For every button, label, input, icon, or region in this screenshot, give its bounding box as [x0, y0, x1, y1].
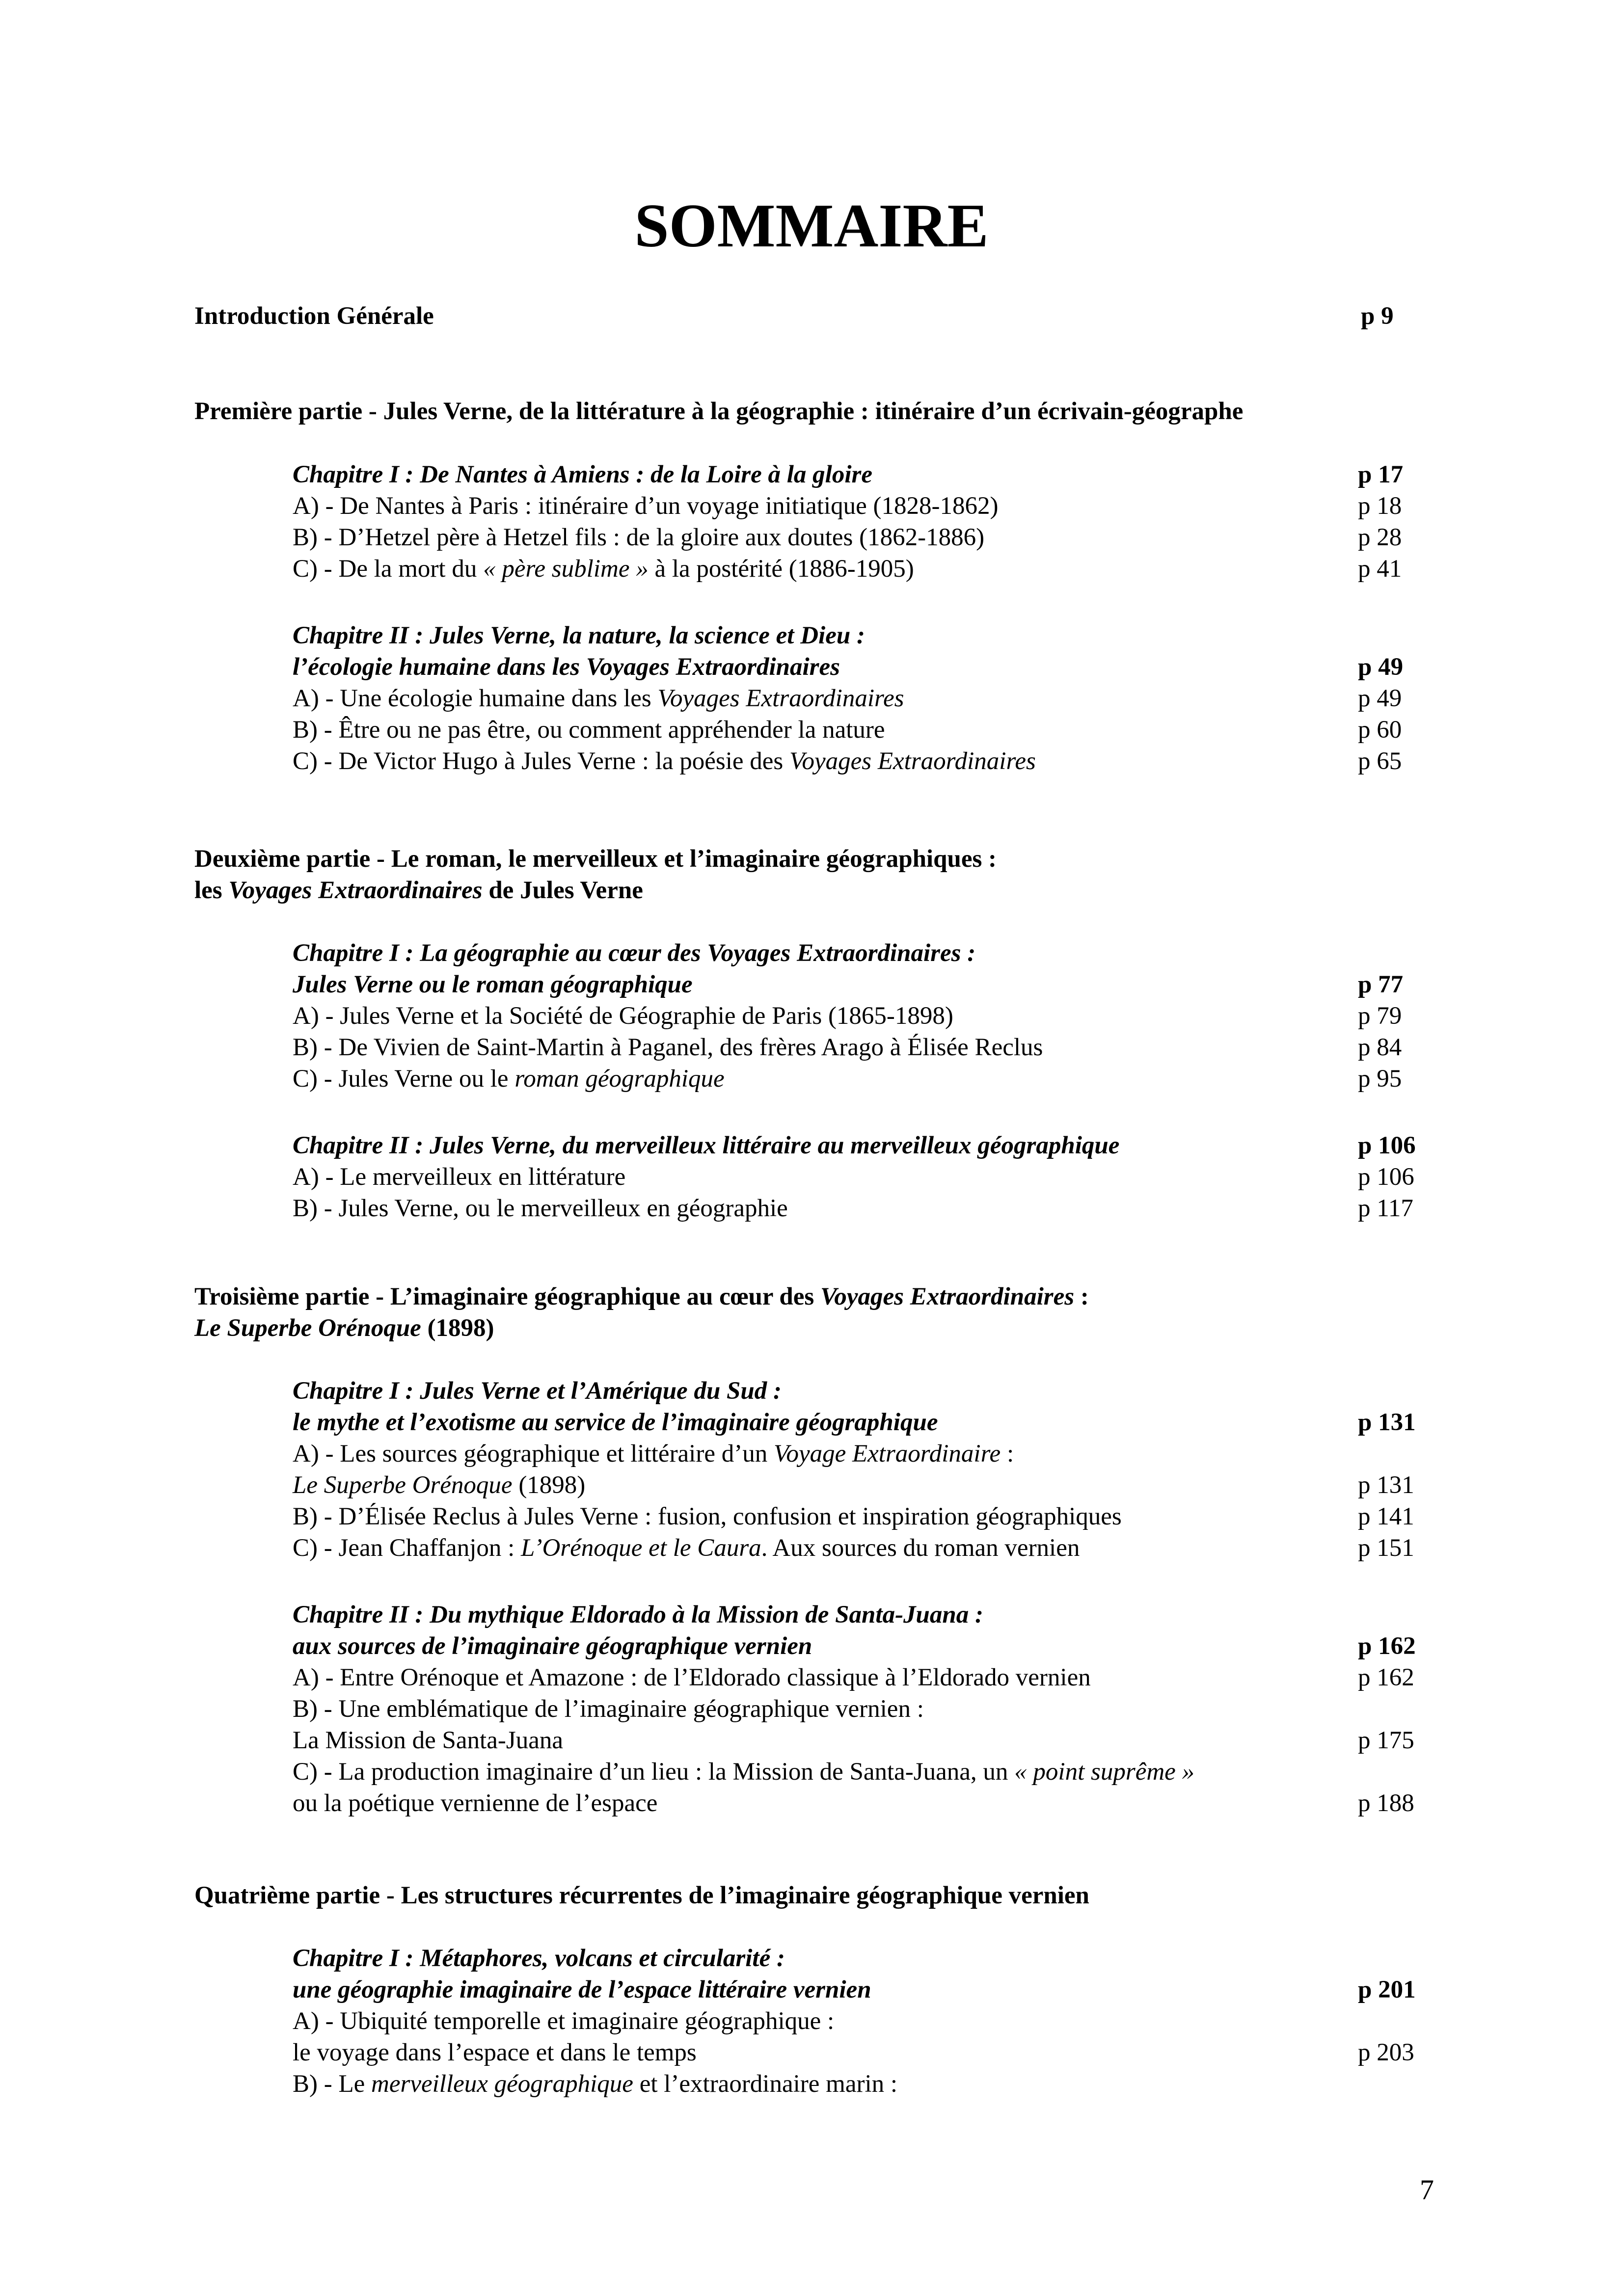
- p1-ch1-section-b-page: p 28: [1358, 524, 1402, 551]
- p3-ch2-section-b-page: p 175: [1358, 1727, 1414, 1754]
- part4-heading: Quatrième partie - Les structures récurrentes de l’imaginaire géographique vernien: [194, 1882, 1089, 1909]
- p2-ch1-section-a: A) - Jules Verne et la Société de Géographie de Paris (1865-1898): [293, 1002, 953, 1030]
- p3-ch1-page: p 131: [1358, 1409, 1416, 1436]
- p3-ch2-title-line1: Chapitre II : Du mythique Eldorado à la Mission de Santa-Juana :: [293, 1601, 984, 1629]
- p1-ch1-section-a: A) - De Nantes à Paris : itinéraire d’un voyage initiatique (1828-1862): [293, 492, 999, 520]
- p4-ch1-section-a-line1: A) - Ubiquité temporelle et imaginaire géographique :: [293, 2007, 835, 2035]
- p3-ch1-title-line1: Chapitre I : Jules Verne et l’Amérique du Sud :: [293, 1377, 782, 1405]
- p1-ch1-title: Chapitre I : De Nantes à Amiens : de la Loire à la gloire: [293, 461, 872, 488]
- p2-ch2-section-a-page: p 106: [1358, 1163, 1414, 1191]
- p1-ch1-page: p 17: [1358, 461, 1404, 488]
- part1-heading: Première partie - Jules Verne, de la littérature à la géographie : itinéraire d’un écrivain-géographe: [194, 398, 1244, 425]
- p3-ch2-section-b-line1: B) - Une emblématique de l’imaginaire géographique vernien :: [293, 1695, 924, 1723]
- p2-ch2-section-a: A) - Le merveilleux en littérature: [293, 1163, 626, 1191]
- p3-ch2-section-c-line1: C) - La production imaginaire d’un lieu : la Mission de Santa-Juana, un « point suprême »: [293, 1758, 1195, 1786]
- p3-ch2-title-line2: aux sources de l’imaginaire géographique vernien: [293, 1632, 812, 1660]
- p3-ch1-section-a-line2: Le Superbe Orénoque (1898): [293, 1471, 586, 1499]
- p2-ch1-section-c-page: p 95: [1358, 1065, 1402, 1093]
- p4-ch1-title-line2: une géographie imaginaire de l’espace littéraire vernien: [293, 1976, 871, 2003]
- p1-ch2-title-line2: l’écologie humaine dans les Voyages Extraordinaires: [293, 653, 840, 681]
- p1-ch2-section-b: B) - Être ou ne pas être, ou comment appréhender la nature: [293, 716, 885, 744]
- p3-ch2-page: p 162: [1358, 1632, 1416, 1660]
- p2-ch1-section-b-page: p 84: [1358, 1034, 1402, 1061]
- p1-ch2-section-c-page: p 65: [1358, 748, 1402, 775]
- intro-entry: Introduction Générale: [194, 302, 434, 330]
- p3-ch2-section-a-page: p 162: [1358, 1664, 1414, 1691]
- p2-ch1-title-line1: Chapitre I : La géographie au cœur des Voyages Extraordinaires :: [293, 939, 976, 967]
- p2-ch2-title: Chapitre II : Jules Verne, du merveilleux littéraire au merveilleux géographique: [293, 1132, 1120, 1159]
- p4-ch1-page: p 201: [1358, 1976, 1416, 2003]
- p1-ch1-section-a-page: p 18: [1358, 492, 1402, 520]
- page-number: 7: [1420, 2174, 1434, 2206]
- p2-ch2-page: p 106: [1358, 1132, 1416, 1159]
- p1-ch2-section-a: A) - Une écologie humaine dans les Voyages Extraordinaires: [293, 685, 904, 712]
- p4-ch1-section-b: B) - Le merveilleux géographique et l’extraordinaire marin :: [293, 2070, 898, 2098]
- p4-ch1-section-a-line2: le voyage dans l’espace et dans le temps: [293, 2039, 697, 2066]
- p3-ch1-section-a-line1: A) - Les sources géographique et littéraire d’un Voyage Extraordinaire :: [293, 1440, 1014, 1468]
- p2-ch2-section-b: B) - Jules Verne, ou le merveilleux en géographie: [293, 1195, 788, 1222]
- p3-ch1-section-b-page: p 141: [1358, 1503, 1414, 1530]
- p4-ch1-section-a-page: p 203: [1358, 2039, 1414, 2066]
- p3-ch1-section-a-page: p 131: [1358, 1471, 1414, 1499]
- p3-ch1-section-b: B) - D’Élisée Reclus à Jules Verne : fusion, confusion et inspiration géographiques: [293, 1503, 1122, 1530]
- part3-heading-line2: Le Superbe Orénoque (1898): [194, 1314, 494, 1342]
- p3-ch1-section-c-page: p 151: [1358, 1534, 1414, 1562]
- p2-ch1-section-a-page: p 79: [1358, 1002, 1402, 1030]
- part2-heading-line1: Deuxième partie - Le roman, le merveilleux et l’imaginaire géographiques :: [194, 845, 997, 873]
- p2-ch1-section-c: C) - Jules Verne ou le roman géographique: [293, 1065, 725, 1093]
- p1-ch2-title-line1: Chapitre II : Jules Verne, la nature, la science et Dieu :: [293, 622, 865, 649]
- p2-ch1-page: p 77: [1358, 971, 1404, 998]
- p2-ch2-section-b-page: p 117: [1358, 1195, 1413, 1222]
- p1-ch2-section-a-page: p 49: [1358, 685, 1402, 712]
- p1-ch2-section-c: C) - De Victor Hugo à Jules Verne : la poésie des Voyages Extraordinaires: [293, 748, 1036, 775]
- p3-ch2-section-a: A) - Entre Orénoque et Amazone : de l’Eldorado classique à l’Eldorado vernien: [293, 1664, 1091, 1691]
- p3-ch2-section-b-line2: La Mission de Santa-Juana: [293, 1727, 563, 1754]
- intro-page: p 9: [1361, 302, 1394, 330]
- p3-ch1-title-line2: le mythe et l’exotisme au service de l’imaginaire géographique: [293, 1409, 938, 1436]
- p1-ch1-section-c: C) - De la mort du « père sublime » à la postérité (1886-1905): [293, 555, 914, 583]
- p1-ch1-section-c-page: p 41: [1358, 555, 1402, 583]
- p2-ch1-title-line2: Jules Verne ou le roman géographique: [293, 971, 693, 998]
- p3-ch2-section-c-line2: ou la poétique vernienne de l’espace: [293, 1789, 658, 1817]
- p2-ch1-section-b: B) - De Vivien de Saint-Martin à Paganel, des frères Arago à Élisée Reclus: [293, 1034, 1043, 1061]
- p3-ch1-section-c: C) - Jean Chaffanjon : L’Orénoque et le Caura. Aux sources du roman vernien: [293, 1534, 1080, 1562]
- p1-ch2-section-b-page: p 60: [1358, 716, 1402, 744]
- page-title: SOMMAIRE: [634, 192, 989, 260]
- part2-heading-line2: les Voyages Extraordinaires de Jules Verne: [194, 877, 643, 904]
- p1-ch1-section-b: B) - D’Hetzel père à Hetzel fils : de la gloire aux doutes (1862-1886): [293, 524, 985, 551]
- p3-ch2-section-c-page: p 188: [1358, 1789, 1414, 1817]
- part3-heading-line1: Troisième partie - L’imaginaire géographique au cœur des Voyages Extraordinaires :: [194, 1283, 1089, 1310]
- p4-ch1-title-line1: Chapitre I : Métaphores, volcans et circularité :: [293, 1945, 785, 1972]
- p1-ch2-page: p 49: [1358, 653, 1404, 681]
